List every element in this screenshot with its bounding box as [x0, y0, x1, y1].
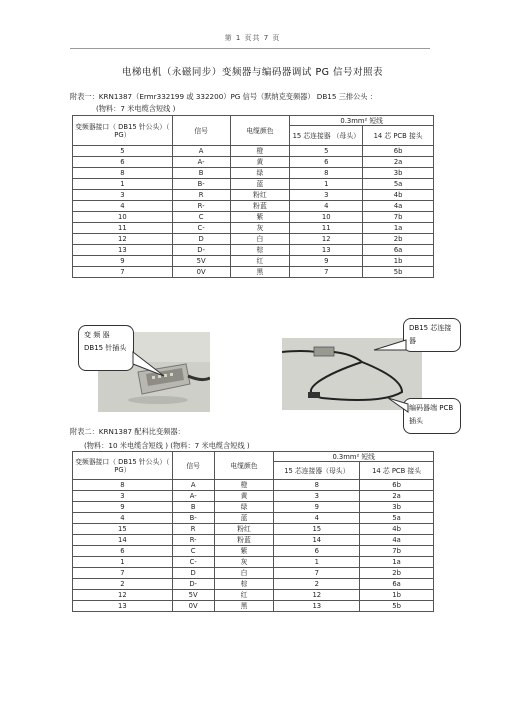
table-cell: 13: [290, 245, 363, 256]
table-row: [73, 557, 434, 568]
callout-db15-connector: DB15 芯连接器: [403, 318, 461, 352]
page-header: 第 1 页共 7 页: [224, 34, 281, 42]
table-cell: 12: [73, 234, 173, 245]
table-cell: 黑: [230, 267, 290, 278]
table-cell: 2a: [360, 491, 434, 502]
table-cell: 1: [73, 557, 173, 568]
header-14pin-pcb: 14 芯 PCB 接头: [360, 462, 434, 480]
table-cell: 12: [274, 590, 360, 601]
table-cell: 7: [274, 568, 360, 579]
callout-pointer-right-top: [372, 338, 408, 358]
table-cell: 6: [73, 546, 173, 557]
table-cell: 9: [73, 256, 173, 267]
header-signal: 信号: [172, 452, 214, 480]
table-cell: C-: [172, 557, 214, 568]
table-cell: 4: [290, 201, 363, 212]
table-cell: 灰: [214, 557, 274, 568]
table-cell: 绿: [230, 168, 290, 179]
table-cell: C: [172, 546, 214, 557]
table-cell: 5V: [172, 256, 230, 267]
table-cell: R-: [172, 201, 230, 212]
table-cell: D: [172, 568, 214, 579]
table-cell: 5V: [172, 590, 214, 601]
table-cell: B-: [172, 179, 230, 190]
table-row: [73, 267, 434, 278]
table-cell: R: [172, 524, 214, 535]
table-row: [73, 535, 434, 546]
callout-pointer-left: [128, 350, 168, 380]
table-cell: B: [172, 502, 214, 513]
table-cell: 棕: [214, 579, 274, 590]
table-cell: 蓝: [214, 513, 274, 524]
table-cell: 7: [290, 267, 363, 278]
table-cell: 14: [73, 535, 173, 546]
table-cell: D-: [172, 245, 230, 256]
table-cell: 红: [230, 256, 290, 267]
table-cell: 2: [73, 579, 173, 590]
table-cell: 5a: [360, 513, 434, 524]
table-cell: 2: [274, 579, 360, 590]
table-cell: 6b: [360, 480, 434, 491]
table-cell: 8: [274, 480, 360, 491]
table-cell: 粉红: [214, 524, 274, 535]
table-cell: 紫: [214, 546, 274, 557]
table-cell: 1a: [360, 557, 434, 568]
table-cell: 5b: [363, 267, 434, 278]
table-cell: 4: [73, 201, 173, 212]
table-cell: A-: [172, 491, 214, 502]
table2-intro: 附表二：KRN1387 配科比变频器：: [70, 427, 185, 436]
table-row: [73, 190, 434, 201]
table-cell: 4b: [360, 524, 434, 535]
header-15pin-connector: 15 芯连接器 （母头）: [290, 126, 363, 146]
table-cell: 粉蓝: [214, 535, 274, 546]
header-divider: [70, 48, 430, 49]
table-cell: 3b: [360, 502, 434, 513]
table-cell: 12: [290, 234, 363, 245]
table-cell: A: [172, 146, 230, 157]
table-cell: R-: [172, 535, 214, 546]
table-cell: 棕: [230, 245, 290, 256]
table-cell: 黄: [230, 157, 290, 168]
table-row: [73, 491, 434, 502]
table-cell: 1b: [363, 256, 434, 267]
table-row: [73, 513, 434, 524]
callout-pcb-plug: 编码器端 PCB 插头: [403, 398, 461, 434]
header-14pin-pcb: 14 芯 PCB 接头: [363, 126, 434, 146]
table-cell: 2b: [363, 234, 434, 245]
table1-intro: 附表一：KRN1387（Ermr332199 或 332200）PG 信号（默纳克变频器） DB15 三排公头 ：: [70, 92, 377, 101]
document-title: 电梯电机（永磁同步）变频器与编码器调试 PG 信号对照表: [121, 67, 384, 78]
table-cell: 1: [290, 179, 363, 190]
table2-material-note: (物料：10 米电缆含短线 ) (物料：7 米电缆含短线 ): [84, 441, 250, 450]
table-cell: 橙: [230, 146, 290, 157]
table-cell: 7: [73, 267, 173, 278]
table-cell: 14: [274, 535, 360, 546]
table-cell: C: [172, 212, 230, 223]
table-row: [73, 601, 434, 612]
table-cell: C-: [172, 223, 230, 234]
table-cell: 绿: [214, 502, 274, 513]
table-cell: 3: [290, 190, 363, 201]
table-cell: 4: [73, 513, 173, 524]
table-cell: 4a: [360, 535, 434, 546]
table-cell: 2b: [360, 568, 434, 579]
table-row: [73, 256, 434, 267]
table-cell: 12: [73, 590, 173, 601]
pg-signal-table-1: [72, 115, 434, 278]
table-cell: 9: [73, 502, 173, 513]
table-cell: 2a: [363, 157, 434, 168]
table-cell: 8: [73, 480, 173, 491]
table-cell: 7: [73, 568, 173, 579]
table-cell: 5a: [363, 179, 434, 190]
table-row: [73, 568, 434, 579]
table-row: [73, 524, 434, 535]
header-cable-color: 电缆颜色: [214, 452, 274, 480]
table-cell: 8: [290, 168, 363, 179]
table-cell: 黄: [214, 491, 274, 502]
table-cell: 13: [274, 601, 360, 612]
table-cell: 3: [274, 491, 360, 502]
table-row: [73, 480, 434, 491]
table-cell: 15: [73, 524, 173, 535]
table-cell: 5: [73, 146, 173, 157]
table-cell: 11: [290, 223, 363, 234]
table-row: [73, 234, 434, 245]
table-cell: 4: [274, 513, 360, 524]
table1-material-note: (物料：7 米电缆含短线 ): [96, 104, 176, 113]
table-cell: 紫: [230, 212, 290, 223]
table-cell: 11: [73, 223, 173, 234]
table-cell: 8: [73, 168, 173, 179]
table-cell: A: [172, 480, 214, 491]
table-cell: A-: [172, 157, 230, 168]
table-row: [73, 590, 434, 601]
table-row: [73, 546, 434, 557]
table-cell: 9: [274, 502, 360, 513]
table-cell: 6b: [363, 146, 434, 157]
table-row: [73, 146, 434, 157]
table-cell: 3b: [363, 168, 434, 179]
pg-signal-table-2: [72, 451, 434, 612]
header-short-wire: 0.3mm² 短线: [290, 116, 434, 126]
header-15pin-connector: 15 芯连接器（母头）: [274, 462, 360, 480]
table-cell: B-: [172, 513, 214, 524]
table-cell: 3: [73, 190, 173, 201]
table-cell: 9: [290, 256, 363, 267]
table-cell: 白: [214, 568, 274, 579]
table-cell: 1: [73, 179, 173, 190]
table-cell: 蓝: [230, 179, 290, 190]
table-cell: 0V: [172, 601, 214, 612]
table-cell: 15: [274, 524, 360, 535]
table-cell: 6: [290, 157, 363, 168]
table-cell: 6: [274, 546, 360, 557]
table-cell: 1a: [363, 223, 434, 234]
table-cell: B: [172, 168, 230, 179]
table-cell: 粉蓝: [230, 201, 290, 212]
table-cell: R: [172, 190, 230, 201]
table-cell: 6a: [360, 579, 434, 590]
table-cell: 7b: [360, 546, 434, 557]
table-cell: 3: [73, 491, 173, 502]
table-row: [73, 157, 434, 168]
callout-pointer-right-bottom: [386, 396, 410, 414]
table-cell: D-: [172, 579, 214, 590]
table-row: [73, 179, 434, 190]
callout-db15-plug: 变 频 器 DB15 针插头: [78, 325, 134, 371]
table-cell: 10: [73, 212, 173, 223]
table-row: [73, 579, 434, 590]
table-cell: 1: [274, 557, 360, 568]
table-row: [73, 201, 434, 212]
table-cell: 白: [230, 234, 290, 245]
table-cell: 7b: [363, 212, 434, 223]
header-short-wire: 0.3mm² 短线: [274, 452, 434, 462]
header-db15: 变频器接口（ DB15 针公头）（ PG）: [73, 452, 173, 480]
table-cell: 4a: [363, 201, 434, 212]
table-cell: 1b: [360, 590, 434, 601]
table-cell: 粉红: [230, 190, 290, 201]
table-cell: 13: [73, 245, 173, 256]
table-cell: 0V: [172, 267, 230, 278]
table-row: [73, 245, 434, 256]
table-cell: 4b: [363, 190, 434, 201]
table-cell: 红: [214, 590, 274, 601]
header-db15: 变频器接口（ DB15 针公头）（ PG）: [73, 116, 173, 146]
table-row: [73, 502, 434, 513]
table-cell: 6: [73, 157, 173, 168]
table-cell: 13: [73, 601, 173, 612]
header-signal: 信号: [172, 116, 230, 146]
table-cell: 5b: [360, 601, 434, 612]
table-row: [73, 168, 434, 179]
table-cell: D: [172, 234, 230, 245]
table-cell: 5: [290, 146, 363, 157]
table-cell: 6a: [363, 245, 434, 256]
table-cell: 灰: [230, 223, 290, 234]
table-row: [73, 223, 434, 234]
table-cell: 黑: [214, 601, 274, 612]
table-row: [73, 212, 434, 223]
table-cell: 10: [290, 212, 363, 223]
header-cable-color: 电缆颜色: [230, 116, 290, 146]
table-cell: 橙: [214, 480, 274, 491]
